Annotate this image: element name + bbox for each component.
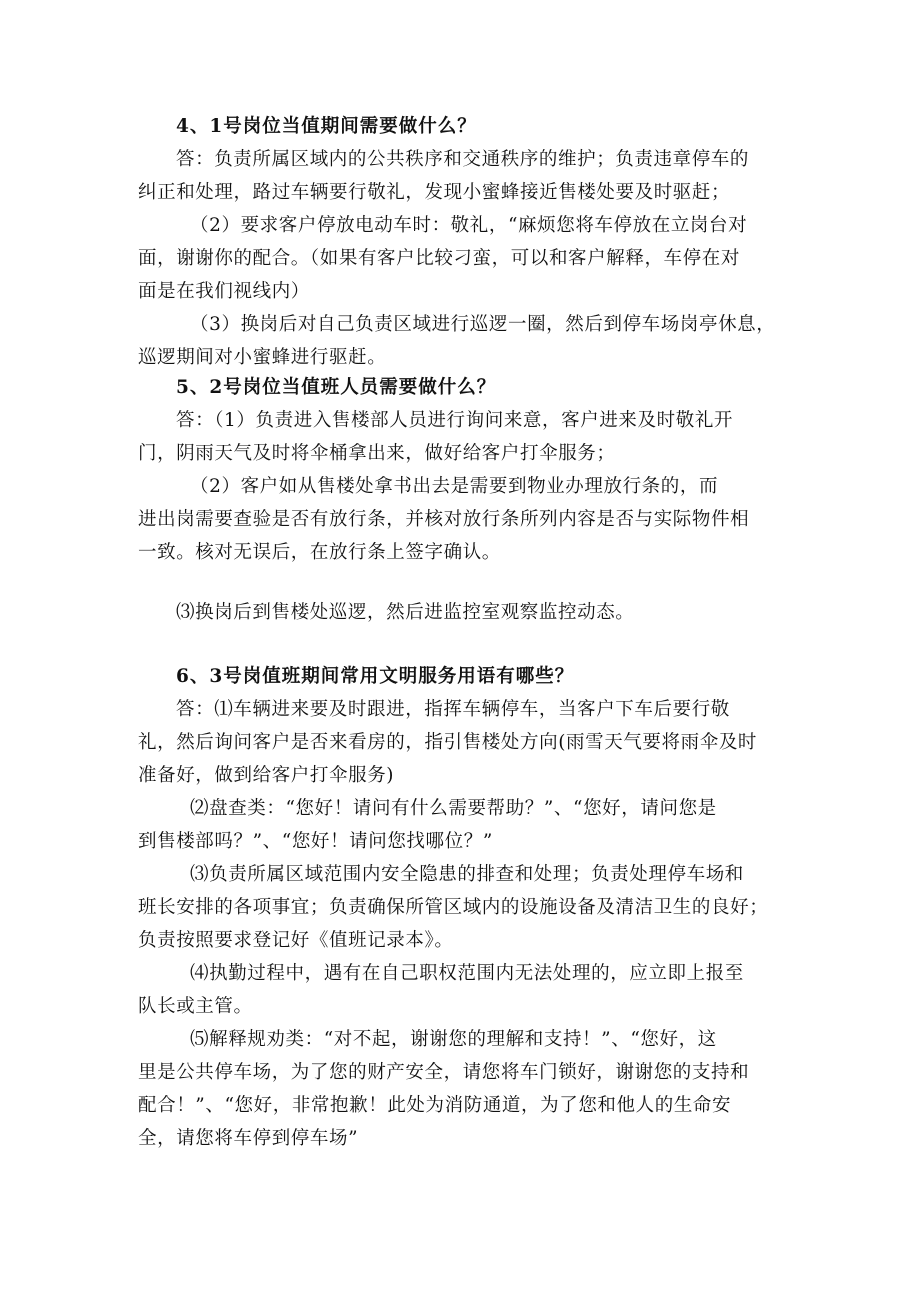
- section-6-line-12: 里是公共停车场，为了您的财产安全，请您将车门锁好，谢谢您的支持和: [138, 1062, 750, 1083]
- section-6-line-3: 准备好，做到给客户打伞服务): [138, 765, 395, 786]
- section-6-line-4: ⑵盘查类：“您好！请问有什么需要帮助？”、“您好，请问您是: [190, 798, 717, 819]
- section-6-line-8: 负责按照要求登记好《值班记录本》。: [138, 930, 454, 951]
- section-5-line-3: （2）客户如从售楼处拿书出去是需要到物业办理放行条的，而: [190, 476, 719, 497]
- section-6-line-5: 到售楼部吗？”、“您好！请问您找哪位？”: [138, 831, 493, 852]
- section-4-line-5: 面是在我们视线内）: [138, 281, 310, 302]
- section-6-line-2: 礼，然后询问客户是否来看房的，指引售楼处方向(雨雪天气要将雨伞及时: [138, 732, 758, 753]
- section-5-line-4: 进出岗需要查验是否有放行条，并核对放行条所列内容是否与实际物件相: [138, 509, 750, 530]
- section-6-line-6: ⑶负责所属区域范围内安全隐患的排查和处理；负责处理停车场和: [190, 864, 744, 885]
- section-6-line-10: 队长或主管。: [138, 996, 253, 1017]
- section-5-heading: 5、2号岗位当值班人员需要做什么？: [176, 377, 497, 398]
- section-6-line-14: 全，请您将车停到停车场”: [138, 1128, 359, 1149]
- section-6-line-11: ⑸解释规劝类：“对不起，谢谢您的理解和支持！”、“您好，这: [190, 1029, 717, 1050]
- section-4-line-1: 答：负责所属区域内的公共秩序和交通秩序的维护；负责违章停车的: [176, 149, 750, 170]
- section-6-line-7: 班长安排的各项事宜；负责确保所管区域内的设施设备及清洁卫生的良好；: [138, 897, 769, 918]
- section-4-line-3: （2）要求客户停放电动车时：敬礼，“麻烦您将车停放在立岗台对: [190, 215, 748, 236]
- section-6-heading: 6、3号岗值班期间常用文明服务用语有哪些？: [176, 666, 575, 687]
- section-5-line-1: 答：（1）负责进入售楼部人员进行询问来意，客户进来及时敬礼开: [176, 410, 734, 431]
- section-4-heading: 4、1号岗位当值期间需要做什么？: [176, 116, 477, 137]
- section-6-line-1: 答：⑴车辆进来要及时跟进，指挥车辆停车，当客户下车后要行敬: [176, 699, 730, 720]
- section-6-line-9: ⑷执勤过程中，遇有在自己职权范围内无法处理的，应立即上报至: [190, 963, 744, 984]
- section-5-line-5: 一致。核对无误后，在放行条上签字确认。: [138, 542, 501, 563]
- section-4-line-7: 巡逻期间对小蜜蜂进行驱赶。: [138, 347, 387, 368]
- section-4-line-6: （3）换岗后对自己负责区域进行巡逻一圈，然后到停车场岗亭休息，: [190, 314, 776, 335]
- section-6-line-13: 配合！”、“您好，非常抱歉！此处为消防通道，为了您和他人的生命安: [138, 1095, 732, 1116]
- section-4-line-2: 纠正和处理，路过车辆要行敬礼，发现小蜜蜂接近售楼处要及时驱赶；: [138, 182, 731, 203]
- section-4-line-4: 面，谢谢你的配合。（如果有客户比较刁蛮，可以和客户解释，车停在对: [138, 248, 740, 269]
- section-5-line-6: ⑶换岗后到售楼处巡逻，然后进监控室观察监控动态。: [176, 602, 635, 623]
- section-5-line-2: 门，阴雨天气及时将伞桶拿出来，做好给客户打伞服务；: [138, 443, 616, 464]
